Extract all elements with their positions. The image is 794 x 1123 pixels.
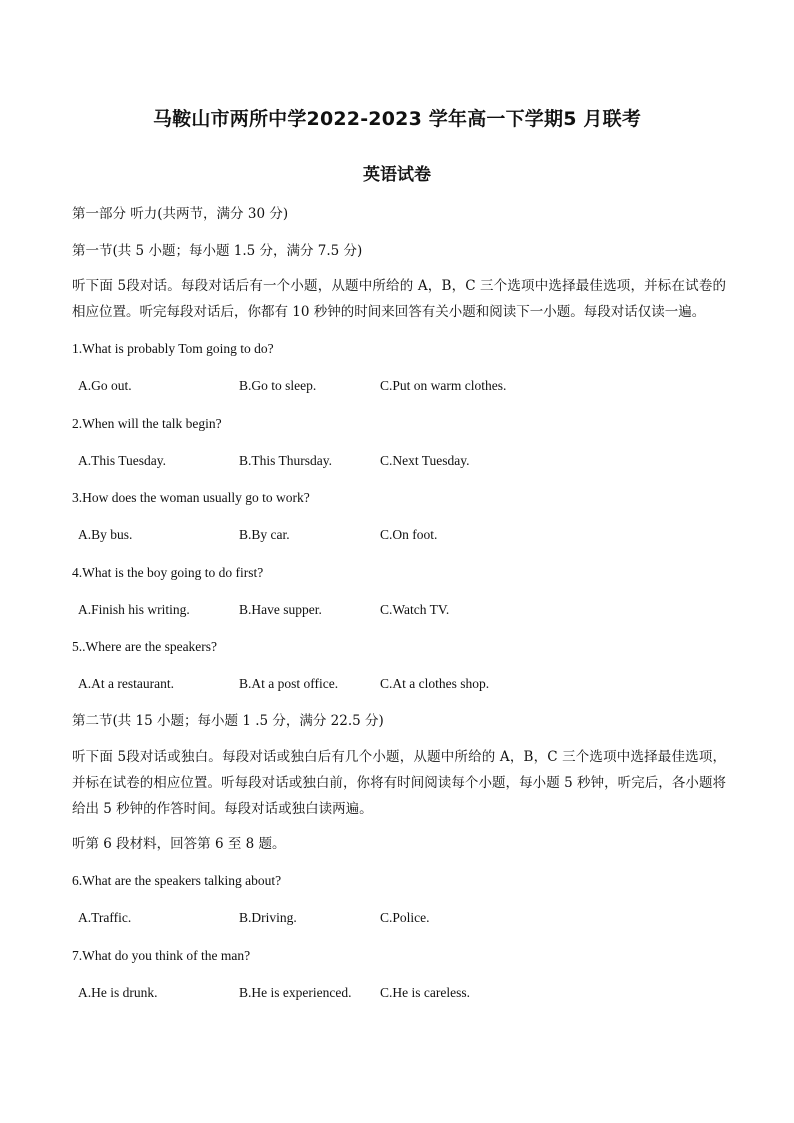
options-5 <box>78 675 728 693</box>
option-7-c: C.He is careless. <box>380 985 470 1000</box>
options-2 <box>78 452 728 470</box>
option-5-b: B.At a post office. <box>239 676 339 691</box>
question-2: 2.When will the talk begin? <box>72 416 222 431</box>
options-4 <box>78 601 728 619</box>
material-note: 听第 6 段材料，回答第 6 至 8 题。 <box>72 836 286 852</box>
option-1-a: A.Go out. <box>78 378 132 393</box>
section2-instructions: 听下面 5段对话或独白。每段对话或独白后有几个小题，从题中所给的 A，B，C 三个选项中选择最佳选项，并标在试卷的相应位置。听每段对话或独白前，你将有时间阅读每个小题，每小题 5 秒钟，听完后，各小题将给出 5 秒钟的作答时间。每段对话或独白读两遍。 <box>72 749 726 817</box>
section1-heading: 第一节(共 5 小题；每小题 1.5 分，满分 7.5 分) <box>72 243 363 259</box>
option-5-c: C.At a clothes shop. <box>380 676 490 691</box>
option-3-b: B.By car. <box>239 527 290 542</box>
option-1-b: B.Go to sleep. <box>239 378 317 393</box>
option-2-a: A.This Tuesday. <box>78 453 167 468</box>
question-3: 3.How does the woman usually go to work? <box>72 490 310 505</box>
option-7-a: A.He is drunk. <box>78 985 158 1000</box>
section2-heading: 第二节(共 15 小题；每小题 1 .5 分，满分 22.5 分) <box>72 713 384 729</box>
section1-instructions: 听下面 5段对话。每段对话后有一个小题，从题中所给的 A，B，C 三个选项中选择最佳选项，并标在试卷的相应位置。听完每段对话后，你都有 10 秒钟的时间来回答有关小题和阅读下一小题。每段对话仅读一遍。 <box>72 278 726 320</box>
part1-heading: 第一部分 听力(共两节，满分 30 分) <box>72 206 289 222</box>
options-6 <box>78 909 728 927</box>
option-2-b: B.This Thursday. <box>239 453 332 468</box>
option-2-c: C.Next Tuesday. <box>380 453 470 468</box>
question-6: 6.What are the speakers talking about? <box>72 873 282 888</box>
option-4-c: C.Watch TV. <box>380 602 450 617</box>
option-6-a: A.Traffic. <box>78 910 132 925</box>
option-5-a: A.At a restaurant. <box>78 676 174 691</box>
exam-subtitle: 英语试卷 <box>363 165 431 185</box>
option-4-a: A.Finish his writing. <box>78 602 190 617</box>
question-4: 4.What is the boy going to do first? <box>72 565 264 580</box>
option-3-c: C.On foot. <box>380 527 438 542</box>
option-4-b: B.Have supper. <box>239 602 322 617</box>
option-3-a: A.By bus. <box>78 527 133 542</box>
option-6-c: C.Police. <box>380 910 430 925</box>
option-6-b: B.Driving. <box>239 910 297 925</box>
question-1: 1.What is probably Tom going to do? <box>72 341 274 356</box>
options-7 <box>78 984 728 1002</box>
question-7: 7.What do you think of the man? <box>72 948 251 963</box>
question-5: 5..Where are the speakers? <box>72 639 218 654</box>
options-3 <box>78 526 728 544</box>
option-7-b: B.He is experienced. <box>239 985 352 1000</box>
options-1 <box>78 377 728 395</box>
exam-title: 马鞍山市两所中学2022-2023 学年高一下学期5 月联考 <box>152 108 642 130</box>
option-1-c: C.Put on warm clothes. <box>380 378 507 393</box>
